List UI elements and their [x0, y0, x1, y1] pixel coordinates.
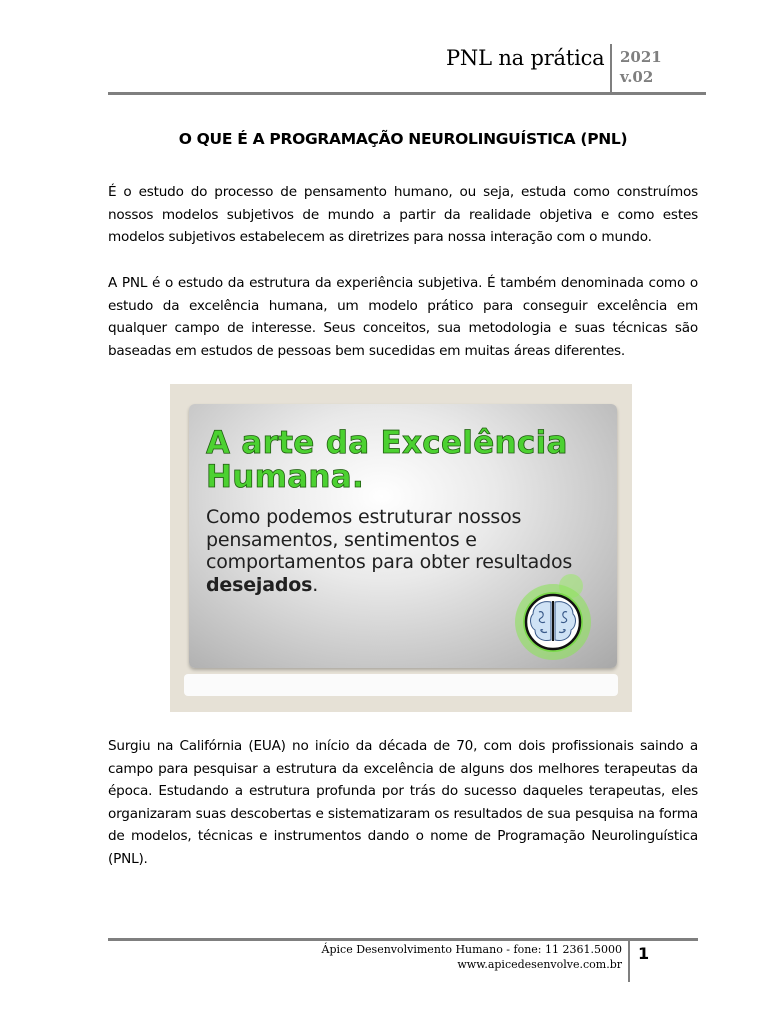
slide-panel	[189, 404, 617, 668]
header-version: v.02	[620, 68, 654, 86]
paragraph-definition: É o estudo do processo de pensamento humano, ou seja, estuda como construímos nossos modelos subjetivos de mundo a partir da realidade objetiva e como estes modelos subjetivos estabelecem as diretrizes para nossa interação com o mundo.	[108, 184, 698, 245]
slide-body-end: .	[312, 573, 319, 596]
page-number: 1	[638, 944, 650, 963]
footer-divider	[628, 938, 630, 982]
footer-company: Ápice Desenvolvimento Humano - fone: 11 2361.5000	[321, 943, 622, 956]
paragraph-origin: Surgiu na Califórnia (EUA) no início da década de 70, com dois profissionais saindo a campo para pesquisar a estrutura da excelência de alguns dos melhores terapeutas da época. Estudando a estrutura profunda por trás do sucesso daqueles terapeutas, eles organizaram suas descobertas e sistematizaram os resultados de sua pesquisa na forma de modelos, técnicas e instrumentos dando o nome de Programação Neurolinguística (PNL).	[108, 738, 698, 867]
slide-image	[170, 384, 632, 712]
footer-rule	[108, 938, 698, 941]
header-rule	[108, 92, 706, 95]
slide-heading	[206, 426, 568, 494]
page-title: O QUE É A PROGRAMAÇÃO NEUROLINGUÍSTICA (PNL)	[178, 130, 628, 148]
slide-body-bold: desejados	[206, 573, 313, 596]
footer-website[interactable]: www.apicedesenvolve.com.br	[457, 958, 622, 971]
slide-heading-line2: Humana.	[206, 459, 365, 495]
slide-heading-line1: A arte da Excelência	[206, 425, 568, 461]
brain-icon	[509, 572, 605, 668]
slide-bottom-bar	[184, 674, 618, 696]
header-title: PNL na prática	[446, 46, 605, 70]
header-year: 2021	[620, 48, 662, 66]
slide-body-text: Como podemos estruturar nossos pensamentos, sentimentos e comportamentos para obter resultados	[206, 506, 573, 573]
header-divider	[610, 44, 612, 94]
paragraph-subjective-experience: A PNL é o estudo da estrutura da experiência subjetiva. É também denominada como o estudo da excelência humana, um modelo prático para conseguir excelência em qualquer campo de interesse. Seus conceitos, sua metodologia e suas técnicas são baseadas em estudos de pessoas bem sucedidas em muitas áreas diferentes.	[108, 275, 698, 359]
